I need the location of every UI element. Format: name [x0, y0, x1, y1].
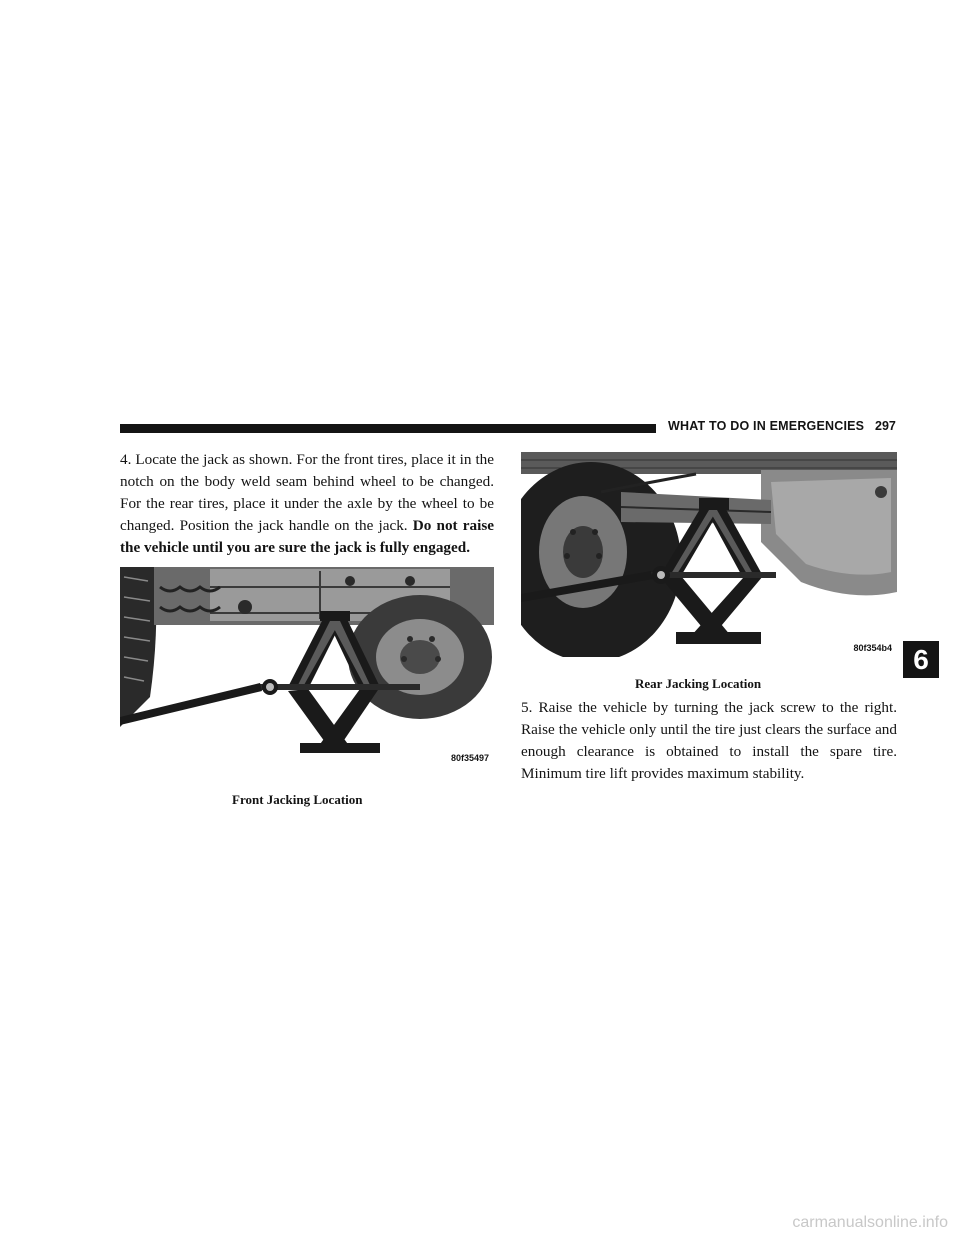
section-tab: 6: [903, 641, 939, 678]
rear-jack-illustration: [521, 452, 897, 657]
step-4-warning: Do not raise the vehicle until you are sure the jack is fully engaged.: [120, 517, 494, 556]
step-5-paragraph: 5. Raise the vehicle by turning the jack screw to the right. Raise the vehicle only until the tire just clears the surface and enough clearance is obtained to install the spare tire. Minimum tire lift provides maximum stability.: [521, 699, 897, 782]
front-jack-illustration: [120, 567, 494, 767]
header-rule: [120, 424, 656, 433]
step-4-paragraph: [120, 449, 494, 559]
front-figure-caption: Front Jacking Location: [232, 792, 363, 807]
front-figure-code: 80f35497: [450, 753, 489, 763]
rear-figure-caption: Rear Jacking Location: [635, 676, 762, 691]
watermark: carmanualsonline.info: [792, 1214, 948, 1231]
page-number: 297: [875, 419, 896, 433]
rear-figure-code: 80f354b4: [853, 643, 892, 653]
section-header-title: WHAT TO DO IN EMERGENCIES: [668, 419, 865, 433]
front-jacking-figure: [120, 567, 494, 767]
rear-jacking-figure: [521, 452, 897, 657]
step-4-text: 4. Locate the jack as shown. For the front tires, place it in the notch on the body weld seam behind wheel to be changed. For the rear tires, place it under the axle by the wheel to be changed. Position the jack handle on the jack.: [120, 451, 494, 534]
